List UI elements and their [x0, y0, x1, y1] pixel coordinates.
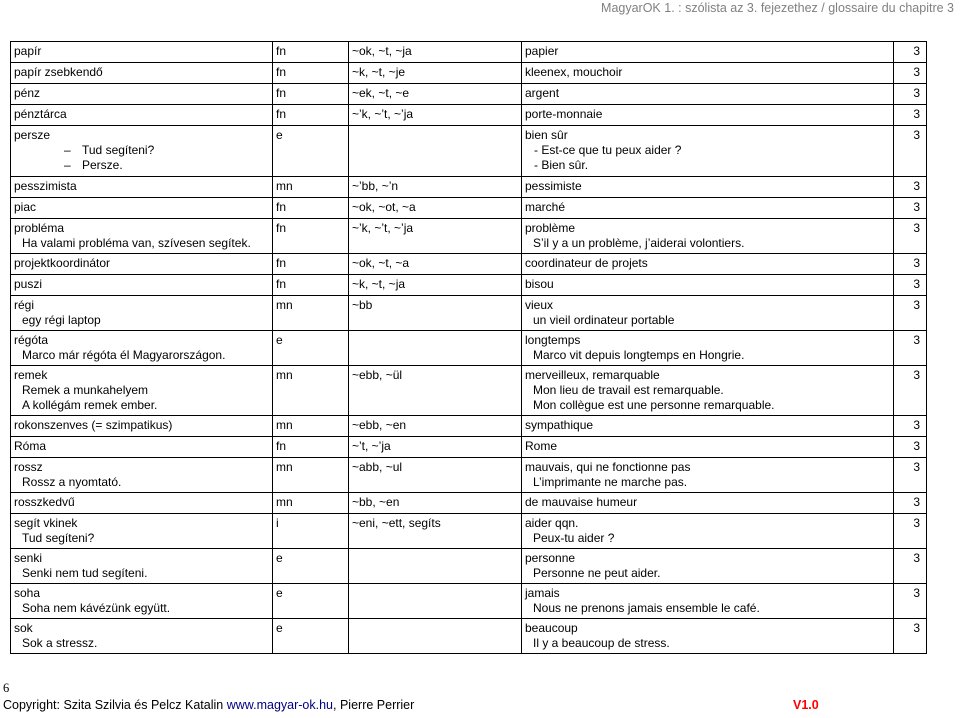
vocab-row	[11, 275, 927, 296]
french-translation: vieux	[525, 298, 554, 312]
word-forms: ~k, ~t, ~ja	[352, 277, 406, 291]
french-cell	[522, 331, 894, 366]
part-of-speech: fn	[276, 44, 287, 58]
part-of-speech: i	[276, 516, 279, 530]
hungarian-cell	[11, 296, 273, 331]
part-of-speech: fn	[276, 439, 287, 453]
hungarian-cell	[11, 493, 273, 514]
forms-cell	[349, 126, 522, 177]
hungarian-cell	[11, 366, 273, 416]
hungarian-term: senki	[14, 551, 43, 565]
vocab-row	[11, 458, 927, 493]
hungarian-term: sok	[14, 621, 33, 635]
french-cell	[522, 416, 894, 437]
part-of-speech-cell	[273, 105, 349, 126]
hungarian-term: régóta	[14, 333, 49, 347]
hungarian-term: pesszimista	[14, 179, 77, 193]
french-cell	[522, 296, 894, 331]
hungarian-term: papír zsebkendő	[14, 65, 103, 79]
word-forms: ~’t, ~’ja	[352, 439, 391, 453]
hungarian-term: segít vkinek	[14, 516, 78, 530]
forms-cell	[349, 458, 522, 493]
hungarian-cell	[11, 416, 273, 437]
chapter-cell	[894, 416, 927, 437]
hungarian-term: rosszkedvű	[14, 495, 75, 509]
french-translation: coordinateur de projets	[525, 256, 648, 270]
forms-cell	[349, 416, 522, 437]
chapter-number: 3	[913, 516, 920, 530]
hungarian-cell	[11, 126, 273, 177]
hungarian-term: rokonszenves (= szimpatikus)	[14, 418, 173, 432]
forms-cell	[349, 198, 522, 219]
french-example: - Est-ce que tu peux aider ?	[534, 143, 682, 157]
footer-author: , Pierre Perrier	[333, 698, 415, 712]
word-forms: ~eni, ~ett, segíts	[352, 516, 441, 530]
chapter-cell	[894, 254, 927, 275]
hungarian-example: Sok a stressz.	[22, 636, 98, 650]
vocab-row	[11, 416, 927, 437]
french-translation: personne	[525, 551, 576, 565]
hungarian-example: Tud segíteni? –	[64, 143, 155, 157]
french-cell	[522, 514, 894, 549]
part-of-speech: fn	[276, 65, 287, 79]
word-forms: ~bb, ~en	[352, 495, 400, 509]
vocab-row	[11, 105, 927, 126]
french-cell	[522, 458, 894, 493]
part-of-speech: mn	[276, 368, 293, 382]
part-of-speech-cell	[273, 219, 349, 254]
french-translation: bien sûr	[525, 128, 568, 142]
word-forms: ~’k, ~’t, ~’ja	[352, 107, 414, 121]
hungarian-cell	[11, 584, 273, 619]
chapter-cell	[894, 42, 927, 63]
chapter-cell	[894, 126, 927, 177]
footer-version: V1.0	[793, 698, 819, 712]
part-of-speech: e	[276, 333, 283, 347]
word-forms: ~k, ~t, ~je	[352, 65, 406, 79]
chapter-cell	[894, 219, 927, 254]
french-translation: de mauvaise humeur	[525, 495, 638, 509]
french-translation: papier	[525, 44, 559, 58]
hungarian-term: pénz	[14, 86, 41, 100]
chapter-number: 3	[913, 298, 920, 312]
chapter-cell	[894, 296, 927, 331]
chapter-number: 3	[913, 128, 920, 142]
french-cell	[522, 254, 894, 275]
page-header	[0, 0, 960, 18]
part-of-speech-cell	[273, 84, 349, 105]
part-of-speech-cell	[273, 416, 349, 437]
french-cell	[522, 275, 894, 296]
part-of-speech-cell	[273, 493, 349, 514]
forms-cell	[349, 219, 522, 254]
part-of-speech: fn	[276, 221, 287, 235]
part-of-speech-cell	[273, 549, 349, 584]
word-forms: ~ok, ~t, ~ja	[352, 44, 412, 58]
hungarian-cell	[11, 84, 273, 105]
french-translation: Rome	[525, 439, 558, 453]
vocab-row	[11, 437, 927, 458]
hungarian-term: probléma	[14, 221, 65, 235]
vocab-row	[11, 366, 927, 416]
part-of-speech: mn	[276, 179, 293, 193]
forms-cell	[349, 254, 522, 275]
part-of-speech: e	[276, 586, 283, 600]
chapter-cell	[894, 331, 927, 366]
forms-cell	[349, 366, 522, 416]
word-forms: ~’bb, ~’n	[352, 179, 399, 193]
hungarian-cell	[11, 254, 273, 275]
hungarian-cell	[11, 63, 273, 84]
hungarian-cell	[11, 42, 273, 63]
part-of-speech-cell	[273, 198, 349, 219]
french-example: Mon collègue est une personne remarquable.	[533, 398, 775, 412]
forms-cell	[349, 63, 522, 84]
french-translation: jamais	[525, 586, 560, 600]
footer	[3, 698, 953, 712]
chapter-number: 3	[913, 418, 920, 432]
hungarian-cell	[11, 619, 273, 654]
hungarian-example: Remek a munkahelyem	[22, 383, 149, 397]
page-header-title: MagyarOK 1. : szólista az 3. fejezethez / glossaire du chapitre 3	[601, 1, 954, 15]
hungarian-cell	[11, 198, 273, 219]
chapter-number: 3	[913, 551, 920, 565]
part-of-speech: e	[276, 621, 283, 635]
french-example: un vieil ordinateur portable	[533, 313, 675, 327]
french-cell	[522, 198, 894, 219]
hungarian-example: Senki nem tud segíteni.	[22, 566, 148, 580]
chapter-cell	[894, 493, 927, 514]
vocabulary-table	[10, 41, 927, 654]
part-of-speech-cell	[273, 584, 349, 619]
french-cell	[522, 366, 894, 416]
french-cell	[522, 549, 894, 584]
hungarian-term: papír	[14, 44, 42, 58]
chapter-number: 3	[913, 586, 920, 600]
part-of-speech-cell	[273, 126, 349, 177]
hungarian-term: persze	[14, 128, 51, 142]
hungarian-term: pénztárca	[14, 107, 67, 121]
part-of-speech: fn	[276, 277, 287, 291]
hungarian-cell	[11, 177, 273, 198]
french-example: Peux-tu aider ?	[533, 531, 615, 545]
part-of-speech-cell	[273, 366, 349, 416]
chapter-number: 3	[913, 277, 920, 291]
french-cell	[522, 219, 894, 254]
chapter-number: 3	[913, 44, 920, 58]
french-cell	[522, 177, 894, 198]
vocab-row	[11, 493, 927, 514]
chapter-number: 3	[913, 86, 920, 100]
french-translation: problème	[525, 221, 576, 235]
vocab-row	[11, 514, 927, 549]
word-forms: ~abb, ~ul	[352, 460, 403, 474]
chapter-cell	[894, 63, 927, 84]
hungarian-example: Tud segíteni?	[22, 531, 95, 545]
vocab-row	[11, 126, 927, 177]
french-example: Personne ne peut aider.	[533, 566, 661, 580]
hungarian-term: Róma	[14, 439, 47, 453]
french-translation: longtemps	[525, 333, 581, 347]
hungarian-cell	[11, 549, 273, 584]
part-of-speech-cell	[273, 514, 349, 549]
french-translation: bisou	[525, 277, 554, 291]
hungarian-term: remek	[14, 368, 48, 382]
chapter-number: 3	[913, 495, 920, 509]
vocab-row	[11, 177, 927, 198]
part-of-speech: fn	[276, 200, 287, 214]
hungarian-term: projektkoordinátor	[14, 256, 111, 270]
french-translation: sympathique	[525, 418, 594, 432]
forms-cell	[349, 331, 522, 366]
french-cell	[522, 619, 894, 654]
chapter-cell	[894, 458, 927, 493]
part-of-speech: e	[276, 551, 283, 565]
part-of-speech-cell	[273, 331, 349, 366]
word-forms: ~ok, ~t, ~a	[352, 256, 410, 270]
forms-cell	[349, 619, 522, 654]
footer-website-link[interactable]: www.magyar-ok.hu	[226, 698, 334, 712]
vocabulary-table-body	[11, 42, 927, 654]
vocab-row	[11, 549, 927, 584]
chapter-cell	[894, 437, 927, 458]
word-forms: ~ebb, ~ül	[352, 368, 403, 382]
hungarian-term: régi	[14, 298, 35, 312]
french-cell	[522, 584, 894, 619]
hungarian-term: puszi	[14, 277, 43, 291]
part-of-speech-cell	[273, 437, 349, 458]
french-translation: mauvais, qui ne fonctionne pas	[525, 460, 691, 474]
dash-bullet: –	[64, 143, 71, 157]
french-translation: argent	[525, 86, 560, 100]
chapter-cell	[894, 584, 927, 619]
hungarian-term: soha	[14, 586, 41, 600]
chapter-number: 3	[913, 368, 920, 382]
part-of-speech: mn	[276, 495, 293, 509]
hungarian-term: piac	[14, 200, 37, 214]
forms-cell	[349, 514, 522, 549]
french-example: Nous ne prenons jamais ensemble le café.	[533, 601, 760, 615]
vocab-row	[11, 331, 927, 366]
chapter-cell	[894, 198, 927, 219]
forms-cell	[349, 437, 522, 458]
french-cell	[522, 84, 894, 105]
chapter-cell	[894, 619, 927, 654]
vocab-row	[11, 84, 927, 105]
chapter-cell	[894, 514, 927, 549]
chapter-number: 3	[913, 460, 920, 474]
chapter-cell	[894, 366, 927, 416]
forms-cell	[349, 105, 522, 126]
part-of-speech-cell	[273, 177, 349, 198]
part-of-speech: mn	[276, 418, 293, 432]
part-of-speech: fn	[276, 256, 287, 270]
part-of-speech-cell	[273, 63, 349, 84]
french-translation: merveilleux, remarquable	[525, 368, 660, 382]
part-of-speech-cell	[273, 619, 349, 654]
chapter-number: 3	[913, 439, 920, 453]
french-translation: marché	[525, 200, 566, 214]
word-forms: ~ek, ~t, ~e	[352, 86, 410, 100]
chapter-cell	[894, 275, 927, 296]
word-forms: ~’k, ~’t, ~’ja	[352, 221, 414, 235]
chapter-cell	[894, 105, 927, 126]
hungarian-example: egy régi laptop	[22, 313, 101, 327]
dash-bullet: –	[64, 158, 71, 172]
hungarian-cell	[11, 105, 273, 126]
part-of-speech-cell	[273, 254, 349, 275]
chapter-number: 3	[913, 200, 920, 214]
french-example: Il y a beaucoup de stress.	[533, 636, 670, 650]
hungarian-cell	[11, 219, 273, 254]
part-of-speech: e	[276, 128, 283, 142]
french-example: Marco vit depuis longtemps en Hongrie.	[533, 348, 745, 362]
french-cell	[522, 42, 894, 63]
chapter-cell	[894, 177, 927, 198]
french-cell	[522, 493, 894, 514]
chapter-number: 3	[913, 333, 920, 347]
french-translation: beaucoup	[525, 621, 578, 635]
french-cell	[522, 105, 894, 126]
hungarian-cell	[11, 458, 273, 493]
footer-copyright: Copyright: Szita Szilvia és Pelcz Katalin	[3, 698, 227, 712]
chapter-number: 3	[913, 256, 920, 270]
french-cell	[522, 126, 894, 177]
forms-cell	[349, 584, 522, 619]
hungarian-cell	[11, 275, 273, 296]
forms-cell	[349, 42, 522, 63]
part-of-speech: fn	[276, 107, 287, 121]
french-translation: pessimiste	[525, 179, 582, 193]
hungarian-cell	[11, 331, 273, 366]
french-cell	[522, 437, 894, 458]
vocab-row	[11, 254, 927, 275]
french-example: - Bien sûr.	[534, 158, 589, 172]
forms-cell	[349, 296, 522, 331]
vocab-row	[11, 63, 927, 84]
french-translation: aider qqn.	[525, 516, 579, 530]
french-translation: kleenex, mouchoir	[525, 65, 623, 79]
hungarian-example: Marco már régóta él Magyarországon.	[22, 348, 226, 362]
part-of-speech-cell	[273, 275, 349, 296]
chapter-cell	[894, 549, 927, 584]
chapter-cell	[894, 84, 927, 105]
vocab-row	[11, 296, 927, 331]
french-example: L’imprimante ne marche pas.	[533, 475, 688, 489]
forms-cell	[349, 177, 522, 198]
part-of-speech: fn	[276, 86, 287, 100]
vocab-row	[11, 219, 927, 254]
forms-cell	[349, 84, 522, 105]
vocab-row	[11, 584, 927, 619]
word-forms: ~ebb, ~en	[352, 418, 407, 432]
part-of-speech: mn	[276, 298, 293, 312]
part-of-speech-cell	[273, 458, 349, 493]
chapter-number: 3	[913, 221, 920, 235]
forms-cell	[349, 275, 522, 296]
page-number: 6	[3, 681, 10, 695]
hungarian-example: Soha nem kávézünk együtt.	[22, 601, 171, 615]
vocab-row	[11, 619, 927, 654]
word-forms: ~ok, ~ot, ~a	[352, 200, 416, 214]
hungarian-example: Rossz a nyomtató.	[22, 475, 122, 489]
part-of-speech-cell	[273, 42, 349, 63]
word-forms: ~bb	[352, 298, 373, 312]
hungarian-cell	[11, 437, 273, 458]
french-example: Mon lieu de travail est remarquable.	[533, 383, 724, 397]
chapter-number: 3	[913, 179, 920, 193]
hungarian-term: rossz	[14, 460, 43, 474]
french-translation: porte-monnaie	[525, 107, 603, 121]
part-of-speech-cell	[273, 296, 349, 331]
vocab-row	[11, 42, 927, 63]
french-example: S’il y a un problème, j’aiderai volontiers.	[533, 236, 745, 250]
chapter-number: 3	[913, 65, 920, 79]
forms-cell	[349, 493, 522, 514]
hungarian-cell	[11, 514, 273, 549]
hungarian-example: Persze. –	[64, 158, 123, 172]
vocab-row	[11, 198, 927, 219]
hungarian-example: Ha valami probléma van, szívesen segítek.	[22, 236, 251, 250]
chapter-number: 3	[913, 621, 920, 635]
part-of-speech: mn	[276, 460, 293, 474]
forms-cell	[349, 549, 522, 584]
french-cell	[522, 63, 894, 84]
hungarian-example: A kollégám remek ember.	[22, 398, 158, 412]
chapter-number: 3	[913, 107, 920, 121]
